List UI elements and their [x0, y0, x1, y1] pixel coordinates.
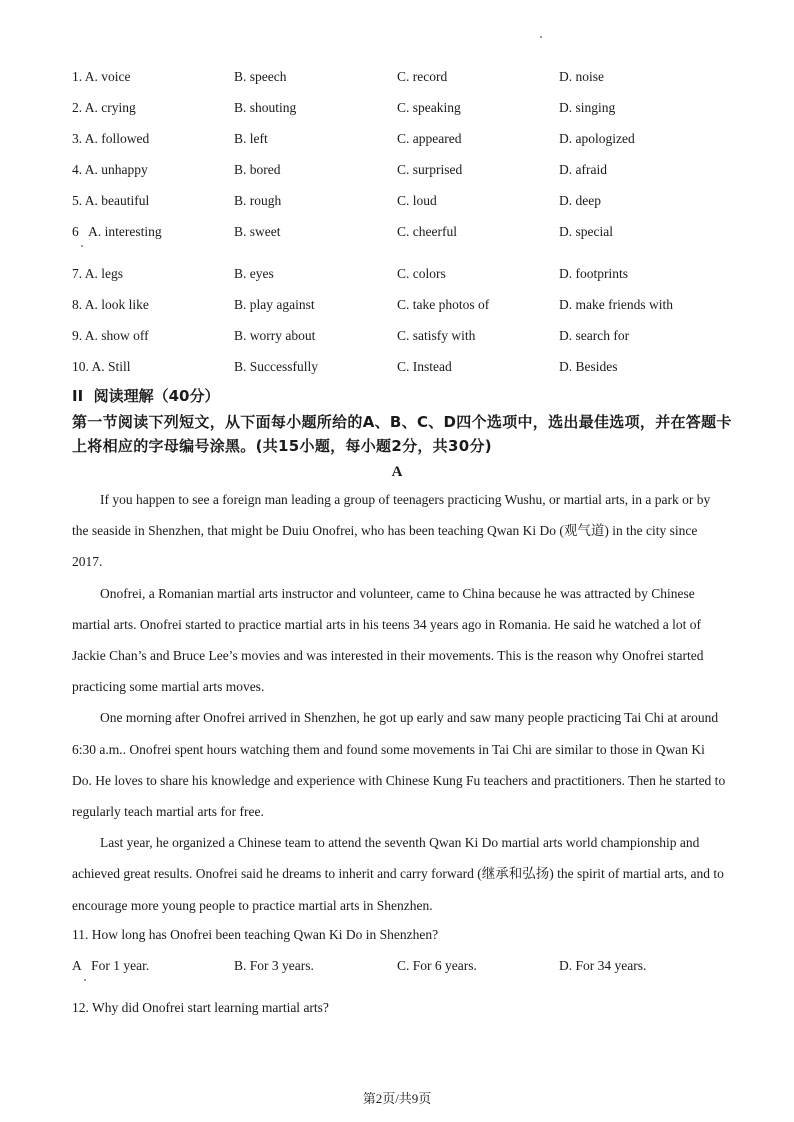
- option-d: D. deep: [559, 193, 601, 208]
- option-b: B. sweet: [234, 224, 281, 239]
- option-a: 1. A. voice: [72, 69, 131, 84]
- option-row-5: [72, 191, 752, 211]
- option-a: 6 A. interesting: [72, 224, 162, 239]
- option-c: C. satisfy with: [397, 328, 476, 343]
- option-row-8: [72, 295, 752, 315]
- option-d: D. apologized: [559, 131, 635, 146]
- option-b: B. play against: [234, 297, 315, 312]
- option-c: C. surprised: [397, 162, 463, 177]
- option-a: 9. A. show off: [72, 328, 149, 343]
- option-row-6: [72, 222, 752, 242]
- option-a: 7. A. legs: [72, 266, 124, 281]
- option-d: D. singing: [559, 100, 616, 115]
- option-row-2: [72, 98, 752, 118]
- option-c: C. For 6 years.: [397, 958, 477, 973]
- option-d: D. search for: [559, 328, 630, 343]
- passage-paragraph: Onofrei, a Romanian martial arts instructor and volunteer, came to China because he was attracted by Chinese martial arts. Onofrei started to practice martial arts in his teens 34 years ago in Romania. He said he watched a lot of Jackie Chan’s and Bruce Lee’s movies and was interested in their movements. This is the reason why Onofrei started practicing some martial arts moves.: [72, 585, 704, 695]
- option-c: C. speaking: [397, 100, 461, 115]
- option-a: 4. A. unhappy: [72, 162, 148, 177]
- option-b: B. shouting: [234, 100, 297, 115]
- option-a: 2. A. crying: [72, 100, 136, 115]
- question-11-options: [72, 956, 752, 976]
- option-row-3: [72, 129, 752, 149]
- scan-dot: [81, 245, 83, 247]
- option-row-4: [72, 160, 752, 180]
- option-b: B. bored: [234, 162, 281, 177]
- option-c: C. record: [397, 69, 448, 84]
- option-c: C. take photos of: [397, 297, 490, 312]
- option-row-9: [72, 326, 752, 346]
- page-number: 第2页/共9页: [362, 1091, 432, 1106]
- option-d: D. For 34 years.: [559, 958, 647, 973]
- option-b: B. rough: [234, 193, 282, 208]
- option-d: D. footprints: [559, 266, 628, 281]
- scan-dot: [84, 979, 86, 981]
- option-b: B. eyes: [234, 266, 274, 281]
- option-c: C. loud: [397, 193, 437, 208]
- option-c: C. Instead: [397, 359, 452, 374]
- passage-label: A: [391, 464, 403, 480]
- section-instructions: 第一节阅读下列短文，从下面每小题所给的A、B、C、D四个选项中，选出最佳选项，并在答题卡上将相应的字母编号涂黑。(共15小题，每小题2分，共30分): [72, 413, 732, 455]
- scan-dot: [540, 36, 542, 38]
- section-title: II 阅读理解（40分）: [72, 387, 220, 405]
- option-a: 3. A. followed: [72, 131, 150, 146]
- option-row-10: [72, 357, 752, 377]
- option-b: B. speech: [234, 69, 287, 84]
- passage-paragraph: One morning after Onofrei arrived in Shenzhen, he got up early and saw many people practicing Tai Chi at around 6:30 a.m.. Onofrei spent hours watching them and found some movements in Tai Chi are similar to those in Qwan Ki Do. He loves to share his knowledge and experience with Chinese Kung Fu teachers and practitioners. Then he started to regularly teach martial arts for free.: [72, 710, 726, 820]
- option-b: B. worry about: [234, 328, 316, 343]
- option-a: A For 1 year.: [72, 958, 150, 973]
- passage-paragraph: Last year, he organized a Chinese team to attend the seventh Qwan Ki Do martial arts world championship and achieved great results. Onofrei said he dreams to inherit and carry forward (继承和弘扬) the spirit of martial arts, and to encourage more young people to practice martial arts in Shenzhen.: [72, 835, 724, 913]
- option-a: 10. A. Still: [72, 359, 131, 374]
- option-b: B. For 3 years.: [234, 958, 314, 973]
- option-a: 8. A. look like: [72, 297, 149, 312]
- option-c: C. colors: [397, 266, 446, 281]
- option-c: C. cheerful: [397, 224, 457, 239]
- option-d: D. afraid: [559, 162, 607, 177]
- option-d: D. make friends with: [559, 297, 673, 312]
- passage-body: [72, 484, 728, 921]
- option-b: B. Successfully: [234, 359, 318, 374]
- option-d: D. special: [559, 224, 613, 239]
- passage-paragraph: If you happen to see a foreign man leading a group of teenagers practicing Wushu, or martial arts, in a park or by the seaside in Shenzhen, that might be Duiu Onofrei, who has been teaching Qwan Ki Do (观气道) in the city since 2017.: [72, 492, 711, 570]
- option-row-7: [72, 264, 752, 284]
- option-row-1: [72, 67, 752, 87]
- question-12-stem: 12. Why did Onofrei start learning martial arts?: [72, 1000, 329, 1015]
- option-b: B. left: [234, 131, 268, 146]
- option-c: C. appeared: [397, 131, 462, 146]
- option-d: D. noise: [559, 69, 604, 84]
- option-d: D. Besides: [559, 359, 618, 374]
- option-a: 5. A. beautiful: [72, 193, 150, 208]
- question-11-stem: 11. How long has Onofrei been teaching Qwan Ki Do in Shenzhen?: [72, 927, 439, 942]
